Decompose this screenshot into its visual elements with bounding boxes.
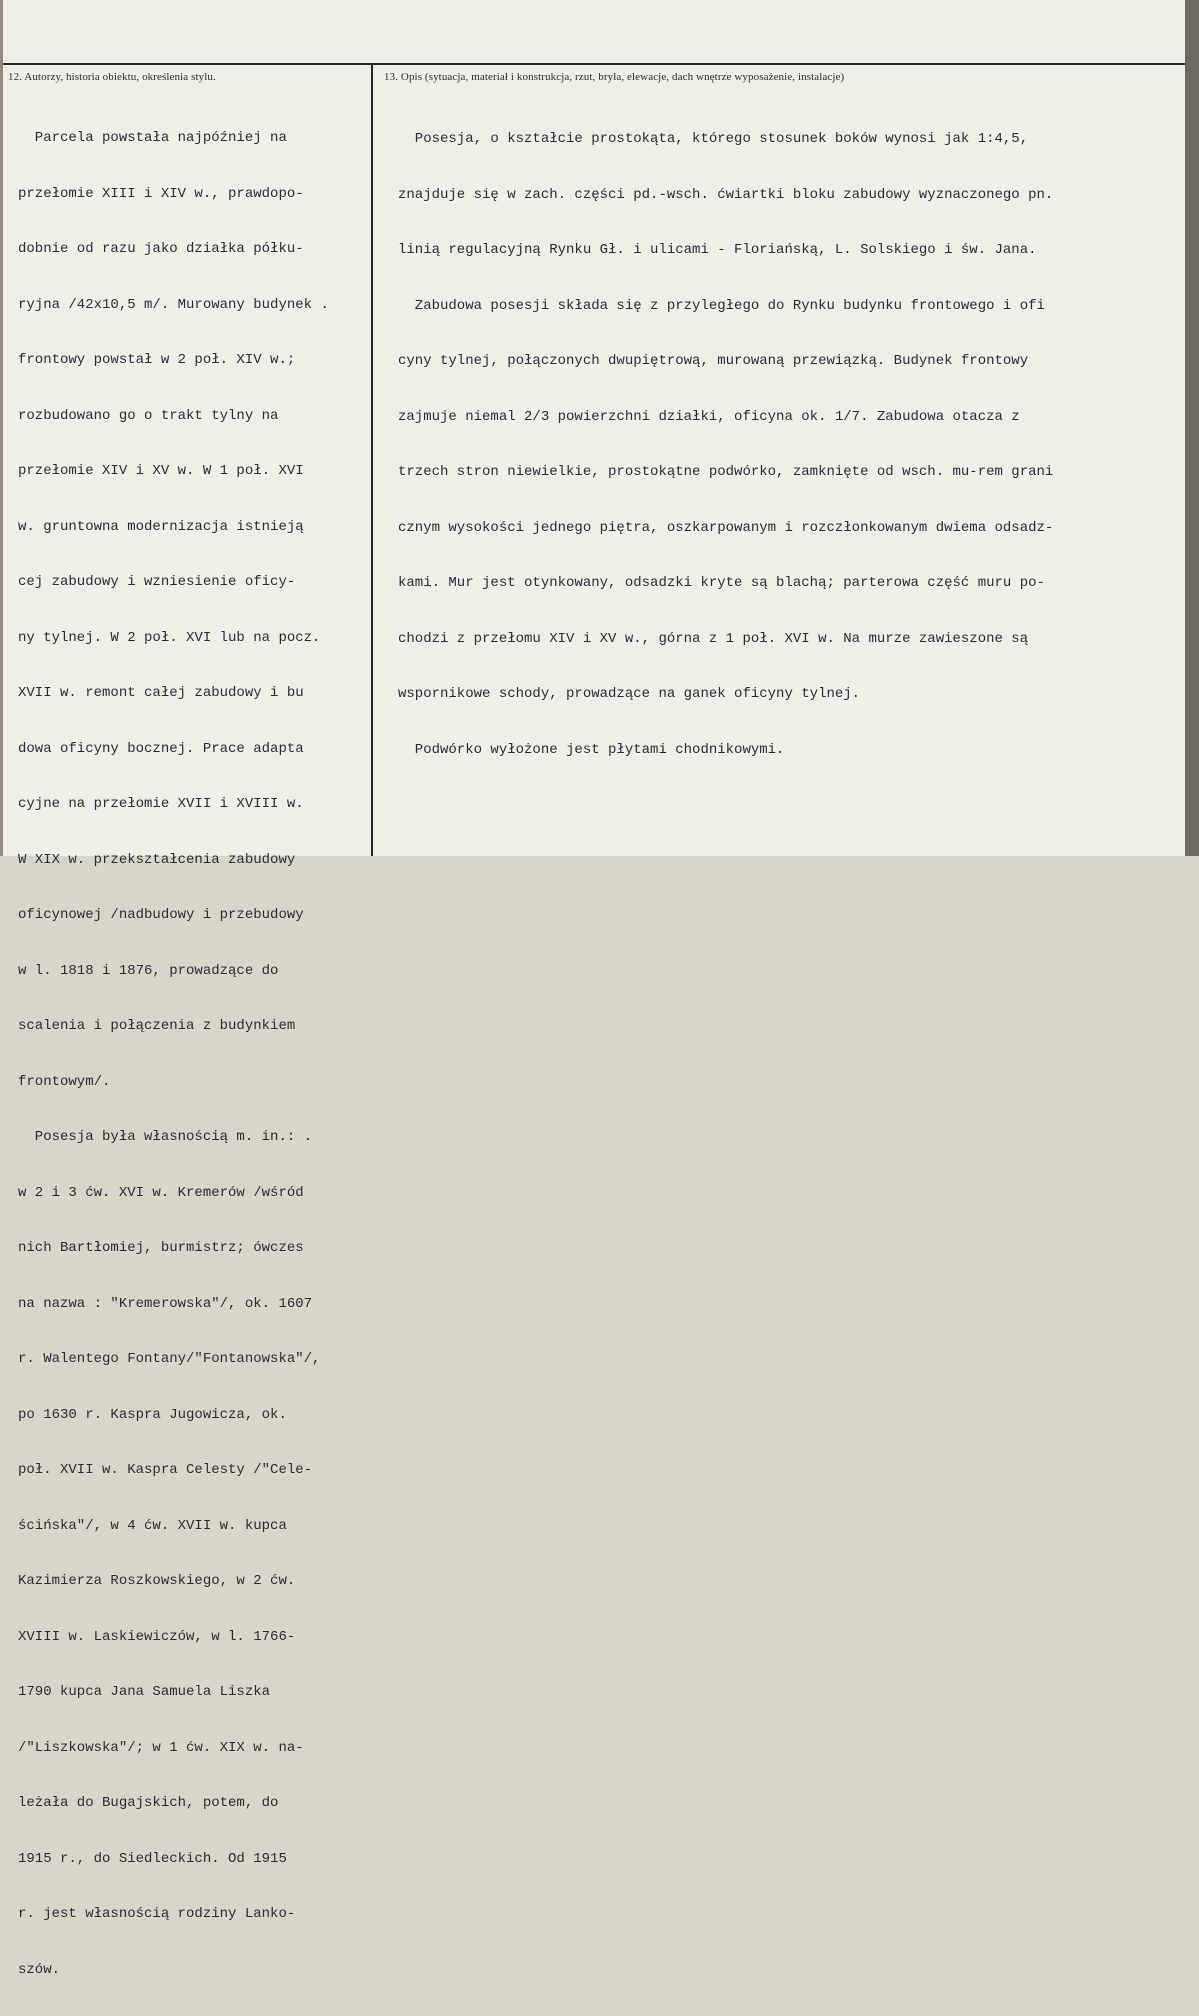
section-13-line: kami. Mur jest otynkowany, odsadzki kryte są blachą; parterowa część muru po- xyxy=(398,575,1045,591)
section-12-line: cej zabudowy i wzniesienie oficy- xyxy=(18,574,296,590)
section-13-heading: 13. Opis (sytuacja, materiał i konstrukcja, rzut, bryła, elewacje, dach wnętrze wyposażenie, instalacje) xyxy=(384,71,845,83)
section-13-line: Podwórko wyłożone jest płytami chodnikowymi. xyxy=(398,741,785,758)
section-12-line: frontowy powstał w 2 poł. XIV w.; xyxy=(18,352,296,368)
section-12-line: na nazwa : "Kremerowska"/, ok. 1607 xyxy=(18,1295,313,1312)
card-right-edge xyxy=(1185,0,1199,856)
header-rule xyxy=(3,63,1185,65)
section-12-line: po 1630 r. Kaspra Jugowicza, ok. xyxy=(18,1406,287,1423)
section-12-line: frontowym/. xyxy=(18,1073,111,1090)
section-12-line: cyjne na przełomie XVII i XVIII w. xyxy=(18,796,304,812)
section-12-heading: 12. Autorzy, historia obiektu, określenia stylu. xyxy=(8,71,216,83)
section-12-line: Posesja była własnością m. in.: . xyxy=(18,1129,313,1145)
section-13-body xyxy=(398,93,1053,796)
section-12-line: rozbudowano go o trakt tylny na xyxy=(18,407,279,424)
section-12-line: Kazimierza Roszkowskiego, w 2 ćw. xyxy=(18,1573,296,1589)
section-12-line: r. Walentego Fontany/"Fontanowska"/, xyxy=(18,1351,321,1367)
section-13-line: znajduje się w zach. części pd.-wsch. ćwiartki bloku zabudowy wyznaczonego pn. xyxy=(398,186,1054,203)
section-12-line: oficynowej /nadbudowy i przebudowy xyxy=(18,907,304,923)
section-12-line: r. jest własnością rodziny Lanko- xyxy=(18,1906,296,1922)
section-13-line: trzech stron niewielkie, prostokątne podwórko, zamknięte od wsch. mu-rem grani xyxy=(398,464,1054,480)
section-12-line: w. gruntowna modernizacja istnieją xyxy=(18,518,304,535)
section-13-line: Zabudowa posesji składa się z przyległego do Rynku budynku frontowego i ofi xyxy=(398,297,1045,314)
section-12-line: W XIX w. przekształcenia zabudowy xyxy=(18,851,296,868)
section-12-line: 1915 r., do Siedleckich. Od 1915 xyxy=(18,1850,287,1867)
section-12-line: 1790 kupca Jana Samuela Liszka xyxy=(18,1684,271,1700)
section-13-line: zajmuje niemal 2/3 powierzchni działki, oficyna ok. 1/7. Zabudowa otacza z xyxy=(398,408,1020,425)
section-12-line: XVII w. remont całej zabudowy i bu xyxy=(18,685,304,701)
section-12-line: nich Bartłomiej, burmistrz; ówczes xyxy=(18,1240,304,1256)
section-12-line: /"Liszkowska"/; w 1 ćw. XIX w. na- xyxy=(18,1739,304,1756)
section-12-line: XVIII w. Laskiewiczów, w l. 1766- xyxy=(18,1628,296,1645)
section-12-line: szów. xyxy=(18,1961,61,1978)
section-12-line: w l. 1818 i 1876, prowadzące do xyxy=(18,962,279,979)
section-12-line: scalenia i połączenia z budynkiem xyxy=(18,1018,296,1034)
section-13-line: chodzi z przełomu XIV i XV w., górna z 1 poł. XVI w. Na murze zawieszone są xyxy=(398,630,1029,647)
column-divider xyxy=(371,63,373,856)
section-13-line: linią regulacyjną Rynku Gł. i ulicami - Floriańską, L. Solskiego i św. Jana. xyxy=(398,242,1037,258)
section-13-line: wspornikowe schody, prowadzące na ganek oficyny tylnej. xyxy=(398,686,861,702)
section-12-line: ny tylnej. W 2 poł. XVI lub na pocz. xyxy=(18,629,321,646)
section-12-line: leżała do Bugajskich, potem, do xyxy=(18,1795,279,1811)
section-12-line: poł. XVII w. Kaspra Celesty /"Cele- xyxy=(18,1462,313,1478)
section-12-line: przełomie XIII i XIV w., prawdopo- xyxy=(18,185,304,202)
section-12-line: ryjna /42x10,5 m/. Murowany budynek . xyxy=(18,296,329,313)
section-13-line: cyny tylnej, połączonych dwupiętrową, murowaną przewiązką. Budynek frontowy xyxy=(398,353,1029,369)
section-12-line: przełomie XIV i XV w. W 1 poł. XVI xyxy=(18,463,304,479)
section-12-line: ścińska"/, w 4 ćw. XVII w. kupca xyxy=(18,1517,287,1534)
section-12-line: dobnie od razu jako działka półku- xyxy=(18,241,304,257)
section-12-body xyxy=(18,92,329,2016)
card-left-edge xyxy=(0,0,3,856)
section-12-line: w 2 i 3 ćw. XVI w. Kremerów /wśród xyxy=(18,1184,304,1201)
section-12-line: Parcela powstała najpóźniej na xyxy=(18,130,287,146)
section-13-line: cznym wysokości jednego piętra, oszkarpowanym i rozczłonkowanym dwiema odsadz- xyxy=(398,519,1054,536)
section-12-line: dowa oficyny bocznej. Prace adapta xyxy=(18,740,304,757)
section-13-line: Posesja, o kształcie prostokąta, którego stosunek boków wynosi jak 1:4,5, xyxy=(398,131,1029,147)
